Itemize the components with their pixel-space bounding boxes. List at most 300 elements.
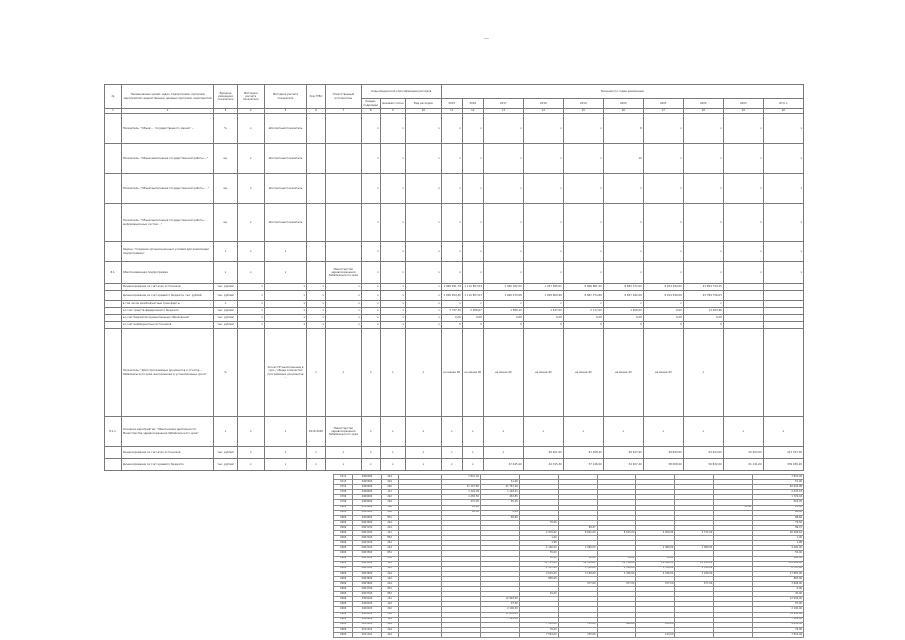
table-cell: х [361,322,380,329]
table-cell: х [325,315,361,322]
table-cell: 851 [381,515,398,520]
table-cell: 47 445,20 [483,459,523,471]
table-cell: х [405,459,441,471]
header-resp: Ответственный исполнитель [325,85,361,109]
table-cell: 13 463,96 [683,308,723,315]
table-cell: 977,00 [675,581,714,586]
table-cell: тыс. рублей [214,322,237,329]
table-cell: 1 [763,174,803,204]
table-cell [105,174,122,204]
table-cell: абсолютный показатель [264,204,306,242]
header-budget: Коды бюджетной классификации расходов [361,85,441,99]
table-cell: 76,50 [519,520,558,525]
table-cell: % [214,114,237,144]
header-number: 2 [121,109,214,114]
table-cell: х [214,242,237,262]
header-number: 19 [723,109,763,114]
indicator-name: Показатель: "Доля программных документов и отчетов ... Забайкальского края, выполненных в установленные сроки" [121,329,214,417]
table-cell: 44 315,30 [523,459,563,471]
table-cell: 122 [381,576,398,581]
table-cell: 0,00 [523,315,563,322]
table-cell: абсолютный показатель [264,174,306,204]
table-cell: 0909 [334,592,353,597]
table-cell: 0709 [334,500,353,505]
table-cell: 0 [563,322,603,329]
table-row [105,329,804,417]
table-cell: 21 715,00 [519,561,558,566]
table-cell: х [237,459,264,471]
table-cell: 56 822,00 [683,459,723,471]
table-cell: х [462,204,483,242]
table-cell: х [643,114,683,144]
table-cell: 0909 [334,566,353,571]
table-cell: 1,00 [519,536,558,541]
table-cell: 522,05 [753,500,804,505]
table-cell: х [603,242,643,262]
table-cell [442,632,481,637]
table-cell: 242 [381,495,398,500]
table-cell: х [264,308,306,315]
table-cell [763,308,803,315]
table-cell [675,632,714,637]
table-cell [723,301,763,308]
table-cell: 61 508,30 [563,447,603,459]
table-cell: х [237,174,264,204]
table-cell: 2 454,00 [636,531,675,536]
table-cell: 52 204,00 [683,447,723,459]
table-cell: х [643,242,683,262]
table-cell [597,632,636,637]
header-no: № [105,85,122,109]
table-cell: 122 [381,566,398,571]
table-cell: 8 934 394,00 [643,284,683,291]
row-name: Показатель: "Объем выполнения государственной работы ... информационных систем ..." [121,204,214,242]
table-cell: 0903100 [353,531,381,536]
table-cell: 52 403,00 [723,447,763,459]
table-cell: х [483,204,523,242]
table-cell: х [307,329,326,417]
table-cell: 1 350,00 [675,566,714,571]
table-cell: 82 934,98 [753,485,804,490]
table-cell: 4409000 [353,490,381,495]
table-cell: х [683,242,723,262]
table-cell: х [380,301,405,308]
table-cell: 121 [381,490,398,495]
table-cell: х [237,322,264,329]
table-cell: х [380,114,405,144]
table-cell: х [237,144,264,174]
table-cell: х [763,417,803,447]
table-cell: х [523,204,563,242]
table-cell: 1 350,00 [558,566,597,571]
table-cell: х [643,417,683,447]
table-cell: х [462,174,483,204]
table-cell: 4405000 [353,480,381,485]
table-cell: 10 [603,144,643,174]
table-cell: х [405,174,441,204]
table-cell: 7 126,00 [480,617,519,622]
table-cell: х [441,262,462,284]
table-cell: 8 896 861,40 [563,284,603,291]
table-cell: 0909 [334,561,353,566]
table-cell: х [405,308,441,315]
table-cell: 8 863 372,00 [603,284,643,291]
table-cell: х [237,301,264,308]
table-cell: 0909 [334,536,353,541]
table-cell: 2 717,00 [563,308,603,315]
table-cell: 31 930,00 [480,612,519,617]
table-cell: 0909 [334,520,353,525]
table-cell: 0 [523,322,563,329]
table-cell: ед. [214,174,237,204]
table-cell: 7 563,00 [519,622,558,627]
table-cell: 10,00 [519,556,558,561]
table-cell: х [643,262,683,284]
table-cell: 0909 [334,525,353,530]
table-cell [763,329,803,417]
table-cell: 240 [381,485,398,490]
table-cell: не менее 90 [643,329,683,417]
table-cell: х [483,417,523,447]
table-cell: 0 [643,322,683,329]
table-cell: х [405,284,441,291]
table-cell: 3 772,00 [675,531,714,536]
table-cell [307,204,326,242]
finance-name: финансирование за счет краевого бюджета, тыс. рублей [121,291,214,301]
table-cell: х [361,262,380,284]
header-number: 6 [307,109,326,114]
page-number: — [484,36,489,42]
header-budget-sub: Целевая статья [380,99,405,109]
table-row [105,301,804,308]
table-cell: х [483,262,523,284]
table-cell [105,322,122,329]
table-cell: х [380,322,405,329]
table-cell: х [361,301,380,308]
table-cell: х [563,144,603,174]
table-cell: 0909 [334,576,353,581]
table-cell: х [361,447,380,459]
table-cell: 0,00 [683,315,723,322]
table-cell: 0909 [334,551,353,556]
table-cell: х [307,459,326,471]
table-cell: 8 [603,114,643,144]
header-budget-sub: Вид расходов [405,99,441,109]
table-cell: х [441,174,462,204]
table-cell: х [214,262,237,284]
table-cell: х [380,242,405,262]
table-cell: 1 [563,174,603,204]
table-cell: 58 008,00 [643,459,683,471]
table-cell: х [380,174,405,204]
table-cell: х [462,301,483,308]
event-name: Основное мероприятие: "Обеспечение деятельности Министерства здравоохранения Забайкальского края" [121,417,214,447]
table-cell [307,114,326,144]
table-cell: х [763,144,803,174]
table-cell: 1 [603,204,643,242]
table-cell: х [441,114,462,144]
header-year: 2016 [462,99,483,109]
table-cell: не менее 90 [603,329,643,417]
table-cell: 851 [381,587,398,592]
table-cell [763,315,803,322]
table-cell: х [214,301,237,308]
table-cell: 1 350,00 [597,566,636,571]
table-cell: 0 [683,322,723,329]
table-cell: 61 141,00 [723,459,763,471]
table-cell: х [523,417,563,447]
table-cell: 0909 [334,510,353,515]
header-number: 20 [763,109,803,114]
table-cell: х [763,262,803,284]
table-cell [325,114,361,144]
table-cell: х [483,242,523,262]
table-cell [307,262,326,284]
table-cell: 1,00 [753,536,804,541]
table-cell: х [563,204,603,242]
table-cell: 0903600 [353,581,381,586]
table-cell: 5221101 [353,622,381,627]
table-cell: х [361,291,380,301]
table-cell: х [361,417,380,447]
table-row [105,262,804,284]
table-cell: х [237,242,264,262]
table-cell: 55,00 [753,551,804,556]
table-cell: х [237,417,264,447]
table-cell [105,291,122,301]
table-cell: 463,85 [480,495,519,500]
table-cell: х [264,301,306,308]
table-cell: х [361,315,380,322]
table-cell: 0703000 [353,505,381,510]
table-cell: х [361,144,380,174]
table-cell: х [603,417,643,447]
table-cell: 7 563,00 [519,632,558,637]
table-cell [105,242,122,262]
table-cell: 4409000 [353,500,381,505]
table-cell [105,315,122,322]
table-cell: 4409100 [353,597,381,602]
table-cell: 244 [381,520,398,525]
header-budget-sub: Раздел, подраздел [361,99,380,109]
table-cell: х [307,447,326,459]
table-cell: 0909 [334,632,353,637]
table-cell: 21 716,00 [597,561,636,566]
table-cell: Финансирование за счет всех источников [121,447,214,459]
table-cell: 55,00 [519,551,558,556]
table-row [105,204,804,242]
table-cell: 0,00 [483,315,523,322]
table-cell: 244 [381,571,398,576]
table-cell: 2 100,00 [753,607,804,612]
table-cell: х [307,284,326,291]
table-cell: 865,00 [519,576,558,581]
table-cell [237,329,264,417]
table-cell: 5221101 [353,632,381,637]
table-cell: х [441,144,462,174]
header-src: Методика расчета показателя [237,85,264,109]
table-cell [325,144,361,174]
table-cell: 4409000 [353,495,381,500]
table-cell: х [523,262,563,284]
table-cell: х [325,322,361,329]
table-cell: 8 867 374,80 [563,291,603,301]
table-cell: х [441,242,462,262]
table-cell: 0909 [334,587,353,592]
table-cell: тыс. рублей [214,447,237,459]
table-cell: х [380,417,405,447]
table-cell: 160,00 [753,556,804,561]
table-cell: х [683,301,723,308]
table-cell: 88,66 [480,515,519,520]
table-cell: 1 080,00 [636,546,675,551]
table-cell: 97,00 [480,602,519,607]
table-cell: х [483,144,523,174]
table-cell: х [405,114,441,144]
table-cell: 1 060 182,50 [483,284,523,291]
table-cell: 50,00 [636,556,675,561]
table-cell: х [523,144,563,174]
table-cell: х [603,301,643,308]
table-cell: 0,00 [441,315,462,322]
table-cell: х [563,417,603,447]
table-cell: 88,66 [753,515,804,520]
table-cell [723,322,763,329]
table-cell: 12 993,00 [753,597,804,602]
table-row [105,144,804,174]
table-cell: 8 615,00 [597,531,636,536]
table-cell: 8 891,00 [558,531,597,536]
table-cell: 0903500 [353,561,381,566]
table-cell: 0,00 [603,315,643,322]
header-number: 4 [237,109,264,114]
table-cell: 7 841,00 [753,632,804,637]
table-cell: 50,00 [558,556,597,561]
table-cell: 1 060 270,08 [483,291,523,301]
header-year: 2023 [723,99,763,109]
table-cell: 1 068 491,79 [441,284,462,291]
table-cell: 8.1. [105,262,122,284]
row-name: Показатель: "Объем выполнения государственной работы ... " [121,174,214,204]
table-cell: х [462,417,483,447]
table-cell: 4 615,00 [519,571,558,576]
table-cell: 1 [643,174,683,204]
table-cell: 0709 [334,490,353,495]
table-cell: 11,00 [714,505,753,510]
table-cell: 1 059 600,90 [523,291,563,301]
table-cell [307,242,326,262]
table-cell: 0909 [334,581,353,586]
table-cell: 0909 [334,622,353,627]
table-cell: ед. [214,144,237,174]
table-cell: х [643,301,683,308]
table-cell: 1 588,10 [483,308,523,315]
table-cell: 960,00 [597,622,636,627]
table-cell: 417 437,30 [763,447,803,459]
table-cell: х [380,329,405,417]
table-cell: 1 [723,174,763,204]
table-cell [763,301,803,308]
table-cell: 85,00 [480,500,519,505]
table-cell: х [405,322,441,329]
table-cell: финансирование за счет краевого бюджета [121,459,214,471]
table-cell: 121 [381,597,398,602]
table-cell: х [380,308,405,315]
table-cell: х [380,291,405,301]
table-cell: х [264,322,306,329]
header-number: 3 [214,109,237,114]
table-cell: 4400000 [353,485,381,490]
header-year: 2015 [441,99,462,109]
table-cell: 50,00 [597,556,636,561]
table-cell: х [405,262,441,284]
table-cell: 244 [381,622,398,627]
table-cell: 54 457,40 [603,459,643,471]
table-cell: 852 [381,592,398,597]
table-cell: 0909 [334,602,353,607]
table-cell: 8 857 942,00 [603,291,643,301]
table-cell: 0903500 [353,551,381,556]
table-cell: 8 914 590,00 [643,291,683,301]
table-cell: 3 189,00 [675,571,714,576]
table-cell: х [483,301,523,308]
table-cell: 0,00 [563,315,603,322]
table-cell: 51,00 [480,480,519,485]
table-cell: 7 126,00 [753,617,804,622]
table-cell [105,301,122,308]
table-cell: 1 058 954,30 [441,291,462,301]
table-cell: 59 401,60 [523,447,563,459]
header-values: Значения по годам реализации [441,85,803,99]
table-cell: 45,00 [519,592,558,597]
table-cell: х [237,308,264,315]
table-cell: х [462,262,483,284]
table-row [334,632,804,637]
table-cell: 0,00 [643,308,683,315]
table-cell: 224,00 [636,622,675,627]
table-cell: х [361,114,380,144]
table-cell: 1 397,00 [519,566,558,571]
header-number: 13 [483,109,523,114]
table-cell: 4409100 [353,602,381,607]
table-cell: 4409100 [353,607,381,612]
table-cell: 76,00 [519,627,558,632]
table-cell: х [380,144,405,174]
table-cell: 17 865,00 [753,571,804,576]
table-cell: 1 [683,174,723,204]
table-cell: х [264,262,306,284]
table-cell: х [405,417,441,447]
table-cell: х [361,284,380,291]
table-cell: 123,00 [636,632,675,637]
table-row [105,284,804,291]
table-cell: х [380,447,405,459]
table-cell: 977,00 [636,581,675,586]
table-cell [307,144,326,174]
budget-code-subtable [333,474,804,638]
table-cell: х [563,262,603,284]
table-cell [723,284,763,291]
table-cell: х [307,301,326,308]
row-name: Задача: "Создание организационных условий для реализации подпрограммы" [121,242,214,262]
table-cell: х [405,329,441,417]
table-cell: х [361,174,380,204]
table-row [105,85,804,99]
table-cell: 59 527,90 [603,447,643,459]
table-cell: 244 [381,500,398,505]
table-cell: х [380,262,405,284]
table-cell: х [603,262,643,284]
